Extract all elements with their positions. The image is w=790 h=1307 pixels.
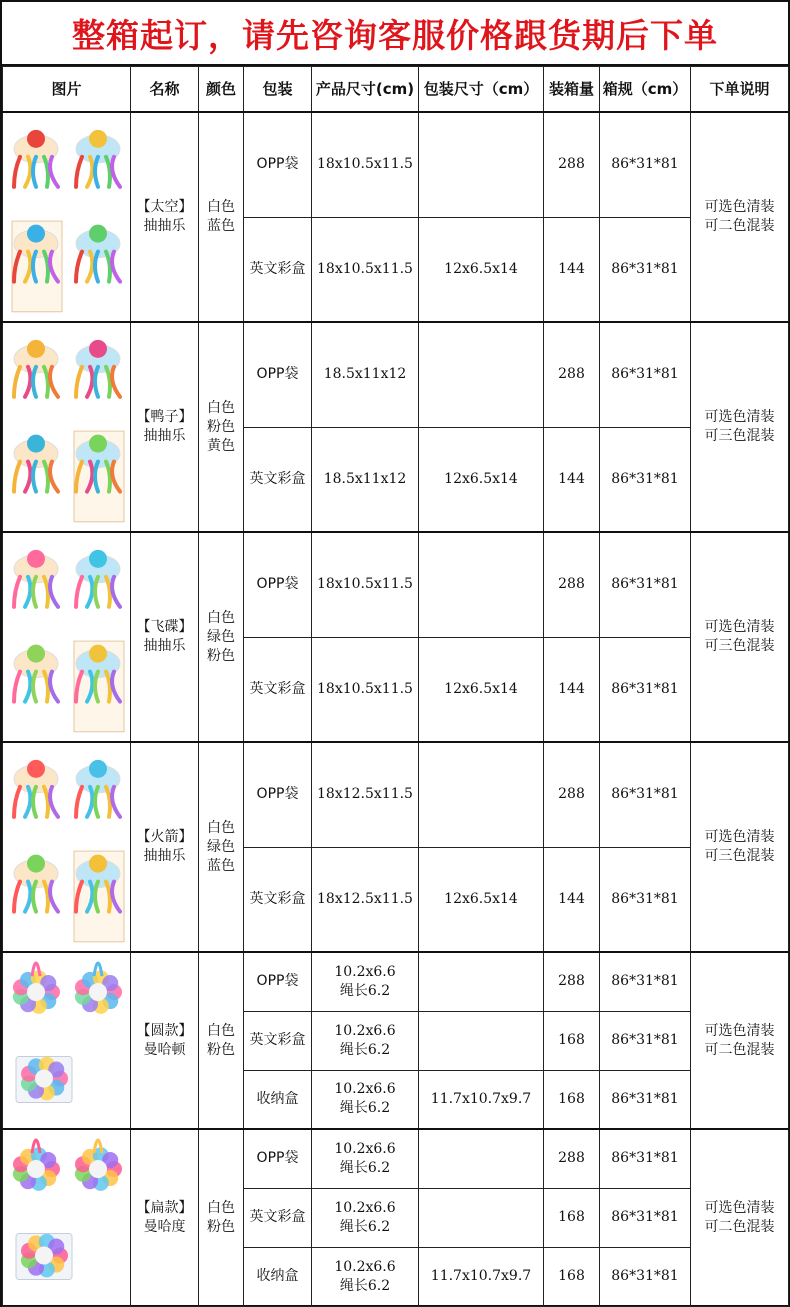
product-size-cell: 18.5x11x12 <box>312 427 419 532</box>
product-image <box>4 1131 130 1304</box>
packaging-cell: 英文彩盒 <box>244 427 312 532</box>
carton-cell: 86*31*81 <box>600 952 691 1011</box>
order-note-cell <box>691 532 789 742</box>
product-table <box>2 66 789 1307</box>
qty-cell: 288 <box>544 742 600 847</box>
color-cell: 白色 粉色 <box>199 1129 244 1306</box>
product-name-cell <box>131 112 199 322</box>
header-note: 下单说明 <box>691 67 789 113</box>
packaging-cell: 英文彩盒 <box>244 1011 312 1070</box>
product-image-cell <box>3 112 131 322</box>
packaging-cell: 收纳盒 <box>244 1070 312 1129</box>
product-name-line2: 抽抽乐 <box>143 848 186 864</box>
product-image <box>4 114 130 320</box>
product-name-line1: 【火箭】 <box>136 829 193 845</box>
product-image <box>4 954 130 1127</box>
package-size-cell <box>419 1188 544 1247</box>
product-size-cell: 18x10.5x11.5 <box>312 532 419 637</box>
product-size-cell: 18x12.5x11.5 <box>312 847 419 952</box>
qty-cell: 144 <box>544 847 600 952</box>
product-name-line2: 曼哈度 <box>143 1218 186 1235</box>
qty-cell: 168 <box>544 1011 600 1070</box>
table-row <box>3 532 789 637</box>
product-name-cell <box>131 322 199 532</box>
order-note-line1: 可选色清装 <box>704 1199 775 1216</box>
qty-cell: 288 <box>544 532 600 637</box>
product-size-cell: 10.2x6.6 绳长6.2 <box>312 1070 419 1129</box>
product-name-line2: 曼哈顿 <box>143 1041 186 1058</box>
product-image-cell <box>3 952 131 1129</box>
qty-cell: 168 <box>544 1070 600 1129</box>
order-note-cell <box>691 112 789 322</box>
product-name-cell <box>131 532 199 742</box>
packaging-cell: 英文彩盒 <box>244 637 312 742</box>
carton-cell: 86*31*81 <box>600 532 691 637</box>
package-size-cell <box>419 112 544 217</box>
packaging-cell: OPP袋 <box>244 112 312 217</box>
package-size-cell <box>419 532 544 637</box>
product-name-cell <box>131 742 199 952</box>
order-note-line2: 可二色混装 <box>704 1041 775 1058</box>
carton-cell: 86*31*81 <box>600 1188 691 1247</box>
product-name-line1: 【太空】 <box>136 199 193 215</box>
carton-cell: 86*31*81 <box>600 1070 691 1129</box>
table-row <box>3 952 789 1011</box>
qty-cell: 144 <box>544 217 600 322</box>
packaging-cell: OPP袋 <box>244 952 312 1011</box>
header-qty: 装箱量 <box>544 67 600 113</box>
order-note-line1: 可选色清装 <box>704 829 775 845</box>
product-name-cell <box>131 952 199 1129</box>
color-cell: 白色 蓝色 <box>199 112 244 322</box>
carton-cell: 86*31*81 <box>600 322 691 427</box>
header-carton: 箱规（cm） <box>600 67 691 113</box>
product-image <box>4 744 130 950</box>
package-size-cell <box>419 952 544 1011</box>
color-cell: 白色 绿色 粉色 <box>199 532 244 742</box>
product-size-cell: 10.2x6.6 绳长6.2 <box>312 952 419 1011</box>
product-image-cell <box>3 322 131 532</box>
qty-cell: 168 <box>544 1188 600 1247</box>
product-size-cell: 18x10.5x11.5 <box>312 112 419 217</box>
product-image-cell <box>3 532 131 742</box>
product-size-cell: 10.2x6.6 绳长6.2 <box>312 1247 419 1306</box>
header-row <box>3 67 789 113</box>
product-name-line1: 【鸭子】 <box>136 409 193 425</box>
qty-cell: 144 <box>544 427 600 532</box>
product-name-line1: 【圆款】 <box>136 1022 193 1039</box>
header-package-size: 包装尺寸（cm） <box>419 67 544 113</box>
carton-cell: 86*31*81 <box>600 1247 691 1306</box>
packaging-cell: 英文彩盒 <box>244 217 312 322</box>
carton-cell: 86*31*81 <box>600 637 691 742</box>
product-size-cell: 10.2x6.6 绳长6.2 <box>312 1129 419 1188</box>
product-size-cell: 10.2x6.6 绳长6.2 <box>312 1011 419 1070</box>
package-size-cell: 12x6.5x14 <box>419 637 544 742</box>
packaging-cell: 收纳盒 <box>244 1247 312 1306</box>
product-photo <box>4 324 130 530</box>
product-name-line2: 抽抽乐 <box>143 638 186 654</box>
order-note-cell <box>691 322 789 532</box>
package-size-cell <box>419 322 544 427</box>
product-image <box>4 534 130 740</box>
package-size-cell: 12x6.5x14 <box>419 427 544 532</box>
packaging-cell: OPP袋 <box>244 742 312 847</box>
package-size-cell: 11.7x10.7x9.7 <box>419 1247 544 1306</box>
order-note-cell <box>691 952 789 1129</box>
header-color: 颜色 <box>199 67 244 113</box>
order-note-line2: 可三色混装 <box>704 638 775 654</box>
order-note-line1: 可选色清装 <box>704 1022 775 1039</box>
product-name-line1: 【飞碟】 <box>136 619 193 635</box>
carton-cell: 86*31*81 <box>600 742 691 847</box>
package-size-cell <box>419 742 544 847</box>
product-name-cell <box>131 1129 199 1306</box>
product-image <box>4 324 130 530</box>
header-image: 图片 <box>3 67 131 113</box>
package-size-cell <box>419 1129 544 1188</box>
qty-cell: 144 <box>544 637 600 742</box>
table-row <box>3 322 789 427</box>
product-photo <box>4 954 130 1127</box>
color-cell: 白色 绿色 蓝色 <box>199 742 244 952</box>
order-note-line1: 可选色清装 <box>704 619 775 635</box>
carton-cell: 86*31*81 <box>600 112 691 217</box>
package-size-cell: 12x6.5x14 <box>419 217 544 322</box>
product-photo <box>4 744 130 950</box>
packaging-cell: 英文彩盒 <box>244 1188 312 1247</box>
order-note-line2: 可三色混装 <box>704 428 775 444</box>
qty-cell: 288 <box>544 322 600 427</box>
product-size-cell: 18.5x11x12 <box>312 322 419 427</box>
header-packaging: 包装 <box>244 67 312 113</box>
product-name-line1: 【扁款】 <box>136 1199 193 1216</box>
order-note-cell <box>691 1129 789 1306</box>
product-photo <box>4 534 130 740</box>
package-size-cell <box>419 1011 544 1070</box>
color-cell: 白色 粉色 黄色 <box>199 322 244 532</box>
order-note-line2: 可三色混装 <box>704 848 775 864</box>
qty-cell: 288 <box>544 952 600 1011</box>
qty-cell: 288 <box>544 112 600 217</box>
packaging-cell: OPP袋 <box>244 532 312 637</box>
header-name: 名称 <box>131 67 199 113</box>
table-row <box>3 1129 789 1188</box>
order-note-line1: 可选色清装 <box>704 409 775 425</box>
packaging-cell: 英文彩盒 <box>244 847 312 952</box>
header-product-size: 产品尺寸(cm) <box>312 67 419 113</box>
packaging-cell: OPP袋 <box>244 1129 312 1188</box>
qty-cell: 168 <box>544 1247 600 1306</box>
package-size-cell: 12x6.5x14 <box>419 847 544 952</box>
qty-cell: 288 <box>544 1129 600 1188</box>
order-note-cell <box>691 742 789 952</box>
product-photo <box>4 1131 130 1304</box>
product-size-cell: 18x12.5x11.5 <box>312 742 419 847</box>
product-name-line2: 抽抽乐 <box>143 428 186 444</box>
package-size-cell: 11.7x10.7x9.7 <box>419 1070 544 1129</box>
carton-cell: 86*31*81 <box>600 1129 691 1188</box>
carton-cell: 86*31*81 <box>600 1011 691 1070</box>
product-name-line2: 抽抽乐 <box>143 218 186 234</box>
product-size-cell: 10.2x6.6 绳长6.2 <box>312 1188 419 1247</box>
color-cell: 白色 粉色 <box>199 952 244 1129</box>
order-note-line2: 可二色混装 <box>704 218 775 234</box>
table-row <box>3 112 789 217</box>
product-size-cell: 18x10.5x11.5 <box>312 637 419 742</box>
order-note-line2: 可二色混装 <box>704 1218 775 1235</box>
carton-cell: 86*31*81 <box>600 217 691 322</box>
order-note-line1: 可选色清装 <box>704 199 775 215</box>
product-size-cell: 18x10.5x11.5 <box>312 217 419 322</box>
product-photo <box>4 114 130 320</box>
packaging-cell: OPP袋 <box>244 322 312 427</box>
table-row <box>3 742 789 847</box>
product-image-cell <box>3 1129 131 1306</box>
carton-cell: 86*31*81 <box>600 427 691 532</box>
page-title: 整箱起订，请先咨询客服价格跟货期后下单 <box>2 2 788 66</box>
carton-cell: 86*31*81 <box>600 847 691 952</box>
product-image-cell <box>3 742 131 952</box>
